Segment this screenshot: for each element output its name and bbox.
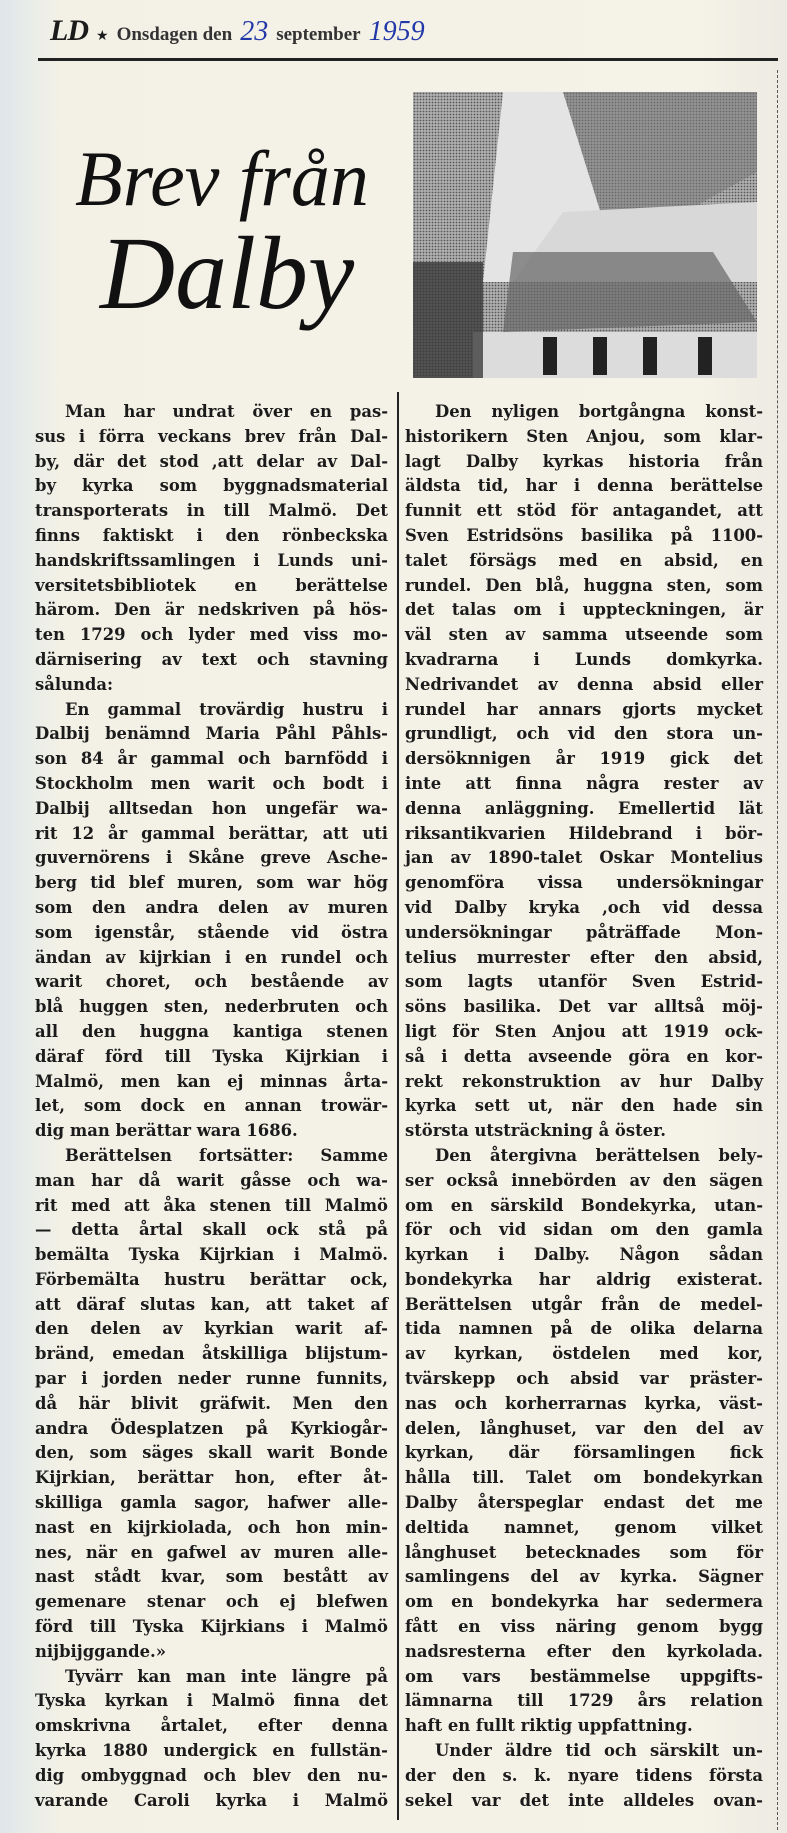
article-text-line: Kijrkian, berättar hon, efter åt- xyxy=(35,1468,388,1488)
article-text-line: kyrkan, där församlingen fick xyxy=(405,1443,763,1463)
article-text-line: ten 1729 och lyder med viss mo- xyxy=(35,625,388,645)
article-text-line: inte att finna några rester av xyxy=(405,773,763,793)
article-text-line: warit choret, och bestående av xyxy=(35,972,388,992)
article-text-line: lämnarna till 1729 års relation xyxy=(405,1691,763,1711)
article-text-line: let, som dock en annan trowär- xyxy=(35,1096,388,1116)
article-text-line: rit 12 år gammal berättar, att uti xyxy=(35,823,388,843)
article-text-line: nes, när en gafwel av muren alle- xyxy=(35,1542,388,1562)
article-text-line: om en bondekyrka har sedermera xyxy=(405,1592,763,1612)
article-text-line: Dalbij benämnd Maria Påhl Påhls- xyxy=(35,724,388,744)
article-text-line: kyrkan i Dalby. Någon sådan xyxy=(405,1245,763,1265)
newspaper-header xyxy=(50,14,425,54)
article-text-line: största utsträckning å öster. xyxy=(405,1121,666,1141)
article-text-line: son 84 år gammal och barnfödd i xyxy=(35,749,388,769)
article-text-line: jan av 1890-talet Oskar Montelius xyxy=(405,848,763,868)
article-text-line: bemälta Tyska Kijrkian i Malmö. xyxy=(35,1245,388,1265)
article-text-line: rit med att åka stenen till Malmö xyxy=(35,1195,388,1215)
article-text-line: då här blivit gräfwit. Men den xyxy=(35,1393,388,1413)
article-text-line: sekel var det inte alldeles ovan- xyxy=(405,1790,763,1810)
article-text-line: så i detta avseende göra en kor- xyxy=(405,1046,763,1066)
article-text-line: däraf förd till Tyska Kijrkian i xyxy=(35,1046,388,1066)
article-text-line: Tyvärr kan man inte längre på xyxy=(65,1666,388,1686)
article-text-line: dig man berättar wara 1686. xyxy=(35,1121,298,1141)
handwritten-day: 23 xyxy=(240,16,269,47)
article-text-line: som lagts utanför Sven Estrid- xyxy=(405,972,763,992)
article-text-line: tida namnen på de olika delarna xyxy=(405,1319,763,1339)
article-text-line: by kyrka som byggnadsmaterial xyxy=(35,476,388,496)
article-text-line: Berättelsen fortsätter: Samme xyxy=(65,1145,388,1165)
article-text-line: ligt för Sten Anjou att 1919 ock- xyxy=(405,1021,763,1041)
article-text-line: varande Caroli kyrka i Malmö xyxy=(35,1790,388,1810)
article-text-line: by, där det stod ,att delar av Dal- xyxy=(35,451,388,471)
article-text-line: Malmö, men kan ej minnas årta- xyxy=(35,1071,388,1091)
article-text-line: Dalbij alltsedan hon ungefär wa- xyxy=(35,798,388,818)
article-text-line: hålla till. Talet om bondekyrkan xyxy=(405,1468,763,1488)
article-text-line: Berättelsen utgår från de medel- xyxy=(405,1294,763,1314)
article-text-line: transporterats in till Malmö. Det xyxy=(35,501,388,521)
church-photo-icon xyxy=(413,92,757,378)
article-text-line: söns basilika. Det var alltså möj- xyxy=(405,997,763,1017)
article-text-line: förd till Tyska Kijrkians i Malmö xyxy=(35,1617,388,1637)
article-text-line: fått en viss näring genom bygg xyxy=(405,1617,763,1637)
article-text-line: långhuset betecknades som för xyxy=(405,1542,763,1562)
article-text-line: Man har undrat över en pas- xyxy=(65,402,388,421)
article-text-line: Stockholm men warit och bodt i xyxy=(35,773,388,793)
article-text-line: nast stådt kvar, som bestått av xyxy=(35,1567,388,1587)
article-text-line: av kyrkan, östdelen med kor, xyxy=(405,1344,763,1364)
article-text-line: därnisering av text och stavning xyxy=(35,649,388,669)
article-text-line: par i jorden neder runne funnits, xyxy=(35,1369,388,1389)
headline-line-2: Dalby xyxy=(100,216,355,331)
article-text-line: skilliga gamla sagor, hafwer alle- xyxy=(35,1493,388,1513)
article-text-line: sus i förra veckans brev från Dal- xyxy=(35,426,388,446)
article-text-line: gemenare stenar och ej blefwen xyxy=(35,1592,388,1612)
article-text-line: dig ombyggnad och blev den nu- xyxy=(35,1765,388,1785)
article-text-line: berg tid blef muren, som war hög xyxy=(35,873,388,893)
article-text-line: tvärskepp och absid var präster- xyxy=(405,1369,763,1389)
date-prefix: Onsdagen den xyxy=(116,24,233,45)
article-text-line: undersökningar påträffade Mon- xyxy=(405,922,763,942)
church-photo xyxy=(413,92,757,378)
article-text-line: rekt rekonstruktion av hur Dalby xyxy=(405,1071,763,1091)
newspaper-logo: LD xyxy=(50,14,88,47)
article-text-line: kyrka sett ut, när den hade sin xyxy=(405,1096,763,1116)
article-text-line: om vars bestämmelse uppgifts- xyxy=(405,1666,763,1686)
article-text-line: versitetsbibliotek en berättelse xyxy=(35,575,388,595)
article-text-line: Dalby återspeglar endast det me xyxy=(405,1493,763,1513)
article-text-line: Nedrivandet av denna absid eller xyxy=(405,674,763,694)
show-through-text xyxy=(0,0,30,1833)
article-text-line: som den andra delen av muren xyxy=(35,897,388,917)
article-text-line: om en särskild Bondekyrka, utan- xyxy=(405,1195,763,1215)
article-text-line: bränd, emedan åtskilliga blijstum- xyxy=(35,1344,388,1364)
article-text-line: omskrivna årtalet, efter denna xyxy=(35,1716,388,1736)
article-text-line: denna anläggning. Emellertid lät xyxy=(405,798,763,818)
article-text-line: som igenstår, stående vid östra xyxy=(35,922,388,942)
article-text-line: nadsresterna efter den kyrkolada. xyxy=(405,1641,763,1661)
article-text-line: deltida namnet, genom vilket xyxy=(405,1517,763,1537)
article-text-line: samlingens del av kyrka. Sägner xyxy=(405,1567,763,1587)
article-text-line: sålunda: xyxy=(35,674,114,694)
handwritten-year: 1959 xyxy=(368,16,425,47)
article-text-line: all den huggna kantiga stenen xyxy=(35,1021,388,1041)
article-text-line: delen, långhuset, var den del av xyxy=(405,1418,763,1438)
article-column-right xyxy=(405,400,763,1813)
article-text-line: riksantikvarien Hildebrand i bör- xyxy=(405,823,763,843)
article-text-line: Sven Estridsöns basilika på 1100- xyxy=(405,525,763,545)
article-text-line: dersöknnigen år 1919 gick det xyxy=(405,749,763,769)
article-text-line: ser också innebörden av den sägen xyxy=(405,1170,763,1190)
article-text-line: talet försägs med en absid, en xyxy=(405,550,763,570)
article-text-line: blå huggen sten, nederbruten och xyxy=(35,997,388,1017)
article-text-line: nijbijggande.» xyxy=(35,1641,166,1661)
article-text-line: att däraf slutas kan, att taket af xyxy=(35,1294,388,1314)
article-text-line: kyrka 1880 undergick en fullstän- xyxy=(35,1741,388,1761)
article-text-line: väl sten av samma utseende som xyxy=(405,625,763,645)
article-text-line: Förbemälta hustru berättar ock, xyxy=(35,1269,388,1289)
article-text-line: man har då warit gåsse och wa- xyxy=(35,1170,388,1190)
article-text-line: haft en fullt riktig uppfattning. xyxy=(405,1716,693,1736)
article-text-line: lagt Dalby kyrkas historia från xyxy=(405,451,763,471)
article-text-line: funnit ett stöd för antagandet, att xyxy=(405,501,763,521)
column-rule-right xyxy=(777,70,779,1830)
article-text-line: den, som säges skall warit Bonde xyxy=(35,1443,388,1463)
article-text-line: Tyska kyrkan i Malmö finna det xyxy=(35,1691,388,1711)
article-text-line: der den s. k. nyare tidens första xyxy=(405,1765,763,1785)
article-text-line: den delen av kyrkian warit af- xyxy=(35,1319,388,1339)
article-text-line: guvernörens i Skåne greve Asche- xyxy=(35,848,388,868)
article-text-line: för och vid sidan om den gamla xyxy=(405,1220,763,1240)
article-text-line: En gammal trovärdig hustru i xyxy=(65,699,388,719)
column-divider xyxy=(397,392,399,1820)
article-text-line: rundel. Den blå, huggna sten, som xyxy=(405,575,763,595)
article-text-line: kvadrarna i Lunds domkyrka. xyxy=(405,649,763,669)
article-text-line: telius murrester efter den absid, xyxy=(405,947,763,967)
article-text-line: det talas om i uppteckningen, är xyxy=(405,600,763,620)
article-column-left xyxy=(35,400,388,1813)
headline-line-1: Brev från xyxy=(75,135,369,222)
article-text-line: — detta årtal skall ock stå på xyxy=(35,1220,388,1240)
article-text-line: nas och korherrarnas kyrka, väst- xyxy=(405,1393,763,1413)
article-text-line: bondekyrka har aldrig existerat. xyxy=(405,1269,763,1289)
article-text-line: Under äldre tid och särskilt un- xyxy=(435,1741,763,1761)
date-month: september xyxy=(276,24,361,45)
article-text-line: finns faktiskt i den rönbeckska xyxy=(35,525,388,545)
article-text-line: historikern Sten Anjou, som klar- xyxy=(405,426,763,446)
article-text-line: vid Dalby kryka ,och vid dessa xyxy=(405,897,763,917)
article-text-line: Den nyligen bortgångna konst- xyxy=(435,402,763,421)
header-rule xyxy=(38,58,778,61)
article-text-line: rundel har annars gjorts mycket xyxy=(405,699,763,719)
article-text-line: Den återgivna berättelsen bely- xyxy=(435,1145,763,1165)
article-text-line: andra Ödesplatzen på Kyrkiogår- xyxy=(35,1418,388,1438)
article-text-line: ändan av kijrkian i en rundel och xyxy=(35,947,388,967)
article-text-line: nast en kijrkiolada, och hon min- xyxy=(35,1517,388,1537)
article-text-line: härom. Den är nedskriven på hös- xyxy=(35,600,388,620)
star-icon: ★ xyxy=(96,28,109,44)
article-text-line: handskriftssamlingen i Lunds uni- xyxy=(35,550,388,570)
article-text-line: äldsta tid, har i denna berättelse xyxy=(405,476,763,496)
article-text-line: genomföra vissa undersökningar xyxy=(405,873,763,893)
article-text-line: grundligt, och vid den stora un- xyxy=(405,724,763,744)
